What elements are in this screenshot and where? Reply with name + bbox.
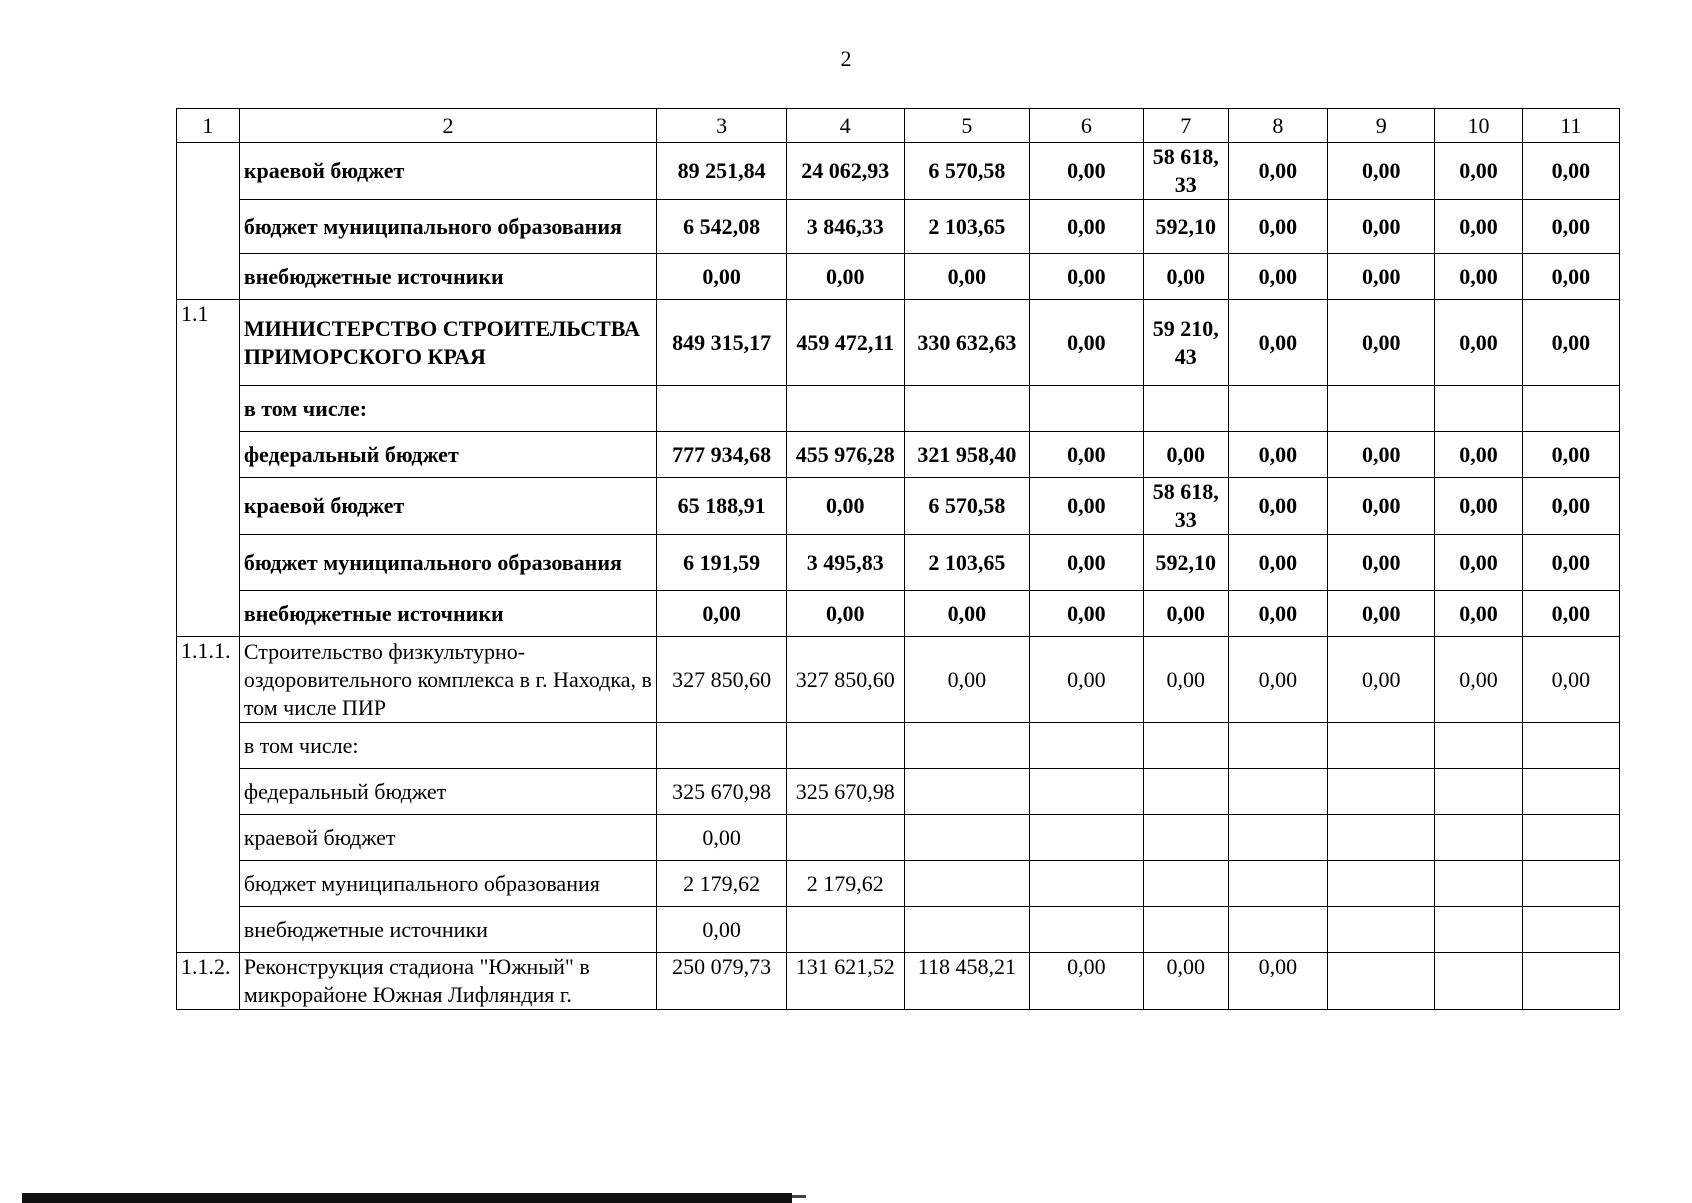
table-row — [177, 953, 1620, 1010]
value-cell — [904, 386, 1030, 432]
row-number: 1.1 — [177, 300, 240, 637]
value-cell: 0,00 — [1522, 254, 1619, 300]
table-row — [177, 591, 1620, 637]
value-cell: 325 670,98 — [787, 769, 905, 815]
value-cell: 0,00 — [1143, 432, 1228, 478]
value-cell: 0,00 — [1522, 200, 1619, 254]
value-cell — [1522, 815, 1619, 861]
value-cell: 131 621,52 — [787, 953, 905, 1010]
value-cell — [1522, 861, 1619, 907]
value-cell — [787, 907, 905, 953]
column-header: 1 — [177, 109, 240, 143]
value-cell: 0,00 — [1030, 478, 1143, 535]
value-cell: 0,00 — [1522, 637, 1619, 723]
value-cell: 0,00 — [1522, 478, 1619, 535]
value-cell: 0,00 — [1328, 143, 1435, 200]
value-cell: 0,00 — [1143, 953, 1228, 1010]
row-label: внебюджетные источники — [239, 591, 656, 637]
value-cell: 0,00 — [787, 591, 905, 637]
value-cell — [1143, 907, 1228, 953]
value-cell: 2 179,62 — [657, 861, 787, 907]
value-cell — [1143, 769, 1228, 815]
value-cell: 0,00 — [787, 478, 905, 535]
value-cell: 0,00 — [1030, 535, 1143, 591]
value-cell — [1030, 815, 1143, 861]
column-header: 7 — [1143, 109, 1228, 143]
value-cell — [1522, 769, 1619, 815]
value-cell: 0,00 — [1435, 143, 1522, 200]
column-header: 8 — [1228, 109, 1327, 143]
value-cell — [787, 815, 905, 861]
value-cell — [1228, 861, 1327, 907]
value-cell — [1328, 953, 1435, 1010]
value-cell: 325 670,98 — [657, 769, 787, 815]
value-cell: 58 618, 33 — [1143, 478, 1228, 535]
value-cell: 0,00 — [657, 254, 787, 300]
row-label: в том числе: — [239, 386, 656, 432]
value-cell: 6 542,08 — [657, 200, 787, 254]
value-cell — [1435, 907, 1522, 953]
value-cell — [1228, 386, 1327, 432]
row-label: бюджет муниципального образования — [239, 861, 656, 907]
budget-table — [176, 108, 1620, 1010]
table-row — [177, 386, 1620, 432]
column-header: 3 — [657, 109, 787, 143]
value-cell: 0,00 — [1522, 432, 1619, 478]
table-row — [177, 861, 1620, 907]
value-cell: 0,00 — [657, 591, 787, 637]
value-cell: 0,00 — [1030, 254, 1143, 300]
value-cell: 330 632,63 — [904, 300, 1030, 386]
value-cell — [1030, 386, 1143, 432]
page-edge-shadow-tail — [792, 1195, 806, 1198]
page-edge-shadow — [22, 1193, 792, 1203]
value-cell: 58 618, 33 — [1143, 143, 1228, 200]
value-cell — [1435, 861, 1522, 907]
value-cell: 6 570,58 — [904, 143, 1030, 200]
table-row — [177, 478, 1620, 535]
value-cell — [1328, 815, 1435, 861]
column-header: 5 — [904, 109, 1030, 143]
value-cell: 0,00 — [1328, 478, 1435, 535]
value-cell: 118 458,21 — [904, 953, 1030, 1010]
value-cell: 0,00 — [1522, 300, 1619, 386]
value-cell: 0,00 — [1328, 535, 1435, 591]
table-row — [177, 907, 1620, 953]
value-cell: 0,00 — [1328, 300, 1435, 386]
value-cell: 2 103,65 — [904, 535, 1030, 591]
value-cell: 0,00 — [1143, 637, 1228, 723]
value-cell: 592,10 — [1143, 200, 1228, 254]
value-cell: 0,00 — [657, 907, 787, 953]
value-cell: 777 934,68 — [657, 432, 787, 478]
value-cell — [1328, 769, 1435, 815]
value-cell: 0,00 — [1435, 432, 1522, 478]
value-cell: 0,00 — [1228, 535, 1327, 591]
row-label: в том числе: — [239, 723, 656, 769]
row-label: Реконструкция стадиона "Южный" в микрорайоне Южная Лифляндия г. — [239, 953, 656, 1010]
value-cell: 0,00 — [1328, 254, 1435, 300]
value-cell: 0,00 — [1030, 637, 1143, 723]
value-cell: 0,00 — [904, 591, 1030, 637]
value-cell — [904, 861, 1030, 907]
row-label: федеральный бюджет — [239, 432, 656, 478]
row-label: бюджет муниципального образования — [239, 200, 656, 254]
value-cell: 0,00 — [1228, 591, 1327, 637]
row-label: краевой бюджет — [239, 143, 656, 200]
value-cell — [1522, 723, 1619, 769]
value-cell: 250 079,73 — [657, 953, 787, 1010]
column-header: 10 — [1435, 109, 1522, 143]
value-cell — [1435, 769, 1522, 815]
value-cell — [1328, 386, 1435, 432]
column-header: 4 — [787, 109, 905, 143]
value-cell: 65 188,91 — [657, 478, 787, 535]
table-row — [177, 815, 1620, 861]
value-cell — [1030, 769, 1143, 815]
value-cell: 0,00 — [1228, 432, 1327, 478]
value-cell: 0,00 — [1435, 200, 1522, 254]
table-row — [177, 200, 1620, 254]
value-cell: 89 251,84 — [657, 143, 787, 200]
value-cell — [657, 723, 787, 769]
value-cell — [1522, 386, 1619, 432]
value-cell — [787, 386, 905, 432]
table-row — [177, 254, 1620, 300]
value-cell: 0,00 — [1228, 200, 1327, 254]
value-cell: 0,00 — [904, 637, 1030, 723]
value-cell — [1228, 769, 1327, 815]
value-cell — [1435, 386, 1522, 432]
column-header: 2 — [239, 109, 656, 143]
value-cell — [904, 907, 1030, 953]
value-cell: 0,00 — [1228, 637, 1327, 723]
value-cell — [904, 815, 1030, 861]
value-cell — [1522, 907, 1619, 953]
page-number: 2 — [840, 46, 852, 71]
value-cell: 0,00 — [1030, 432, 1143, 478]
row-label: МИНИСТЕРСТВО СТРОИТЕЛЬСТВА ПРИМОРСКОГО КРАЯ — [239, 300, 656, 386]
value-cell: 0,00 — [1328, 432, 1435, 478]
value-cell: 592,10 — [1143, 535, 1228, 591]
table-row — [177, 432, 1620, 478]
value-cell: 24 062,93 — [787, 143, 905, 200]
value-cell: 0,00 — [657, 815, 787, 861]
value-cell: 6 570,58 — [904, 478, 1030, 535]
value-cell: 0,00 — [1030, 200, 1143, 254]
value-cell: 0,00 — [1030, 953, 1143, 1010]
value-cell: 2 103,65 — [904, 200, 1030, 254]
value-cell: 0,00 — [1328, 637, 1435, 723]
value-cell: 0,00 — [1328, 200, 1435, 254]
value-cell: 0,00 — [1143, 591, 1228, 637]
value-cell: 0,00 — [1522, 143, 1619, 200]
value-cell: 0,00 — [1435, 478, 1522, 535]
value-cell — [1143, 815, 1228, 861]
row-number — [177, 143, 240, 300]
value-cell — [1435, 723, 1522, 769]
value-cell — [1522, 953, 1619, 1010]
value-cell: 0,00 — [1228, 300, 1327, 386]
header-row — [177, 109, 1620, 143]
value-cell: 459 472,11 — [787, 300, 905, 386]
value-cell: 0,00 — [1228, 143, 1327, 200]
value-cell: 849 315,17 — [657, 300, 787, 386]
value-cell — [1328, 907, 1435, 953]
value-cell — [1143, 861, 1228, 907]
value-cell: 0,00 — [1143, 254, 1228, 300]
table-row — [177, 769, 1620, 815]
value-cell: 0,00 — [1522, 591, 1619, 637]
row-label: бюджет муниципального образования — [239, 535, 656, 591]
value-cell — [1228, 723, 1327, 769]
row-label: краевой бюджет — [239, 815, 656, 861]
value-cell: 6 191,59 — [657, 535, 787, 591]
value-cell — [904, 723, 1030, 769]
value-cell: 0,00 — [787, 254, 905, 300]
value-cell: 0,00 — [1228, 254, 1327, 300]
value-cell — [1328, 723, 1435, 769]
row-label: краевой бюджет — [239, 478, 656, 535]
value-cell — [1030, 907, 1143, 953]
row-label: внебюджетные источники — [239, 254, 656, 300]
value-cell: 2 179,62 — [787, 861, 905, 907]
value-cell — [1435, 815, 1522, 861]
value-cell: 0,00 — [1435, 591, 1522, 637]
value-cell: 0,00 — [1328, 591, 1435, 637]
value-cell — [1228, 815, 1327, 861]
value-cell: 0,00 — [1030, 143, 1143, 200]
row-label: внебюджетные источники — [239, 907, 656, 953]
value-cell: 59 210, 43 — [1143, 300, 1228, 386]
column-header: 11 — [1522, 109, 1619, 143]
value-cell: 0,00 — [1522, 535, 1619, 591]
value-cell — [1030, 861, 1143, 907]
value-cell: 3 846,33 — [787, 200, 905, 254]
value-cell — [1030, 723, 1143, 769]
table-row — [177, 723, 1620, 769]
value-cell: 321 958,40 — [904, 432, 1030, 478]
value-cell: 0,00 — [1030, 591, 1143, 637]
value-cell — [787, 723, 905, 769]
value-cell — [904, 769, 1030, 815]
row-number: 1.1.2. — [177, 953, 240, 1010]
value-cell: 0,00 — [1030, 300, 1143, 386]
value-cell: 0,00 — [1435, 535, 1522, 591]
table-row — [177, 300, 1620, 386]
column-header: 9 — [1328, 109, 1435, 143]
value-cell: 0,00 — [1228, 478, 1327, 535]
column-header: 6 — [1030, 109, 1143, 143]
value-cell: 0,00 — [1435, 300, 1522, 386]
value-cell: 0,00 — [1435, 637, 1522, 723]
value-cell — [1143, 723, 1228, 769]
value-cell: 327 850,60 — [787, 637, 905, 723]
value-cell — [1435, 953, 1522, 1010]
value-cell: 455 976,28 — [787, 432, 905, 478]
row-label: Строительство физкультурно-оздоровительного комплекса в г. Находка, в том числе ПИР — [239, 637, 656, 723]
value-cell: 3 495,83 — [787, 535, 905, 591]
row-number: 1.1.1. — [177, 637, 240, 953]
row-label: федеральный бюджет — [239, 769, 656, 815]
value-cell: 327 850,60 — [657, 637, 787, 723]
value-cell — [1143, 386, 1228, 432]
value-cell: 0,00 — [1228, 953, 1327, 1010]
value-cell — [1328, 861, 1435, 907]
value-cell — [657, 386, 787, 432]
table-row — [177, 535, 1620, 591]
value-cell: 0,00 — [1435, 254, 1522, 300]
value-cell: 0,00 — [904, 254, 1030, 300]
table-row — [177, 637, 1620, 723]
value-cell — [1228, 907, 1327, 953]
table-row — [177, 143, 1620, 200]
